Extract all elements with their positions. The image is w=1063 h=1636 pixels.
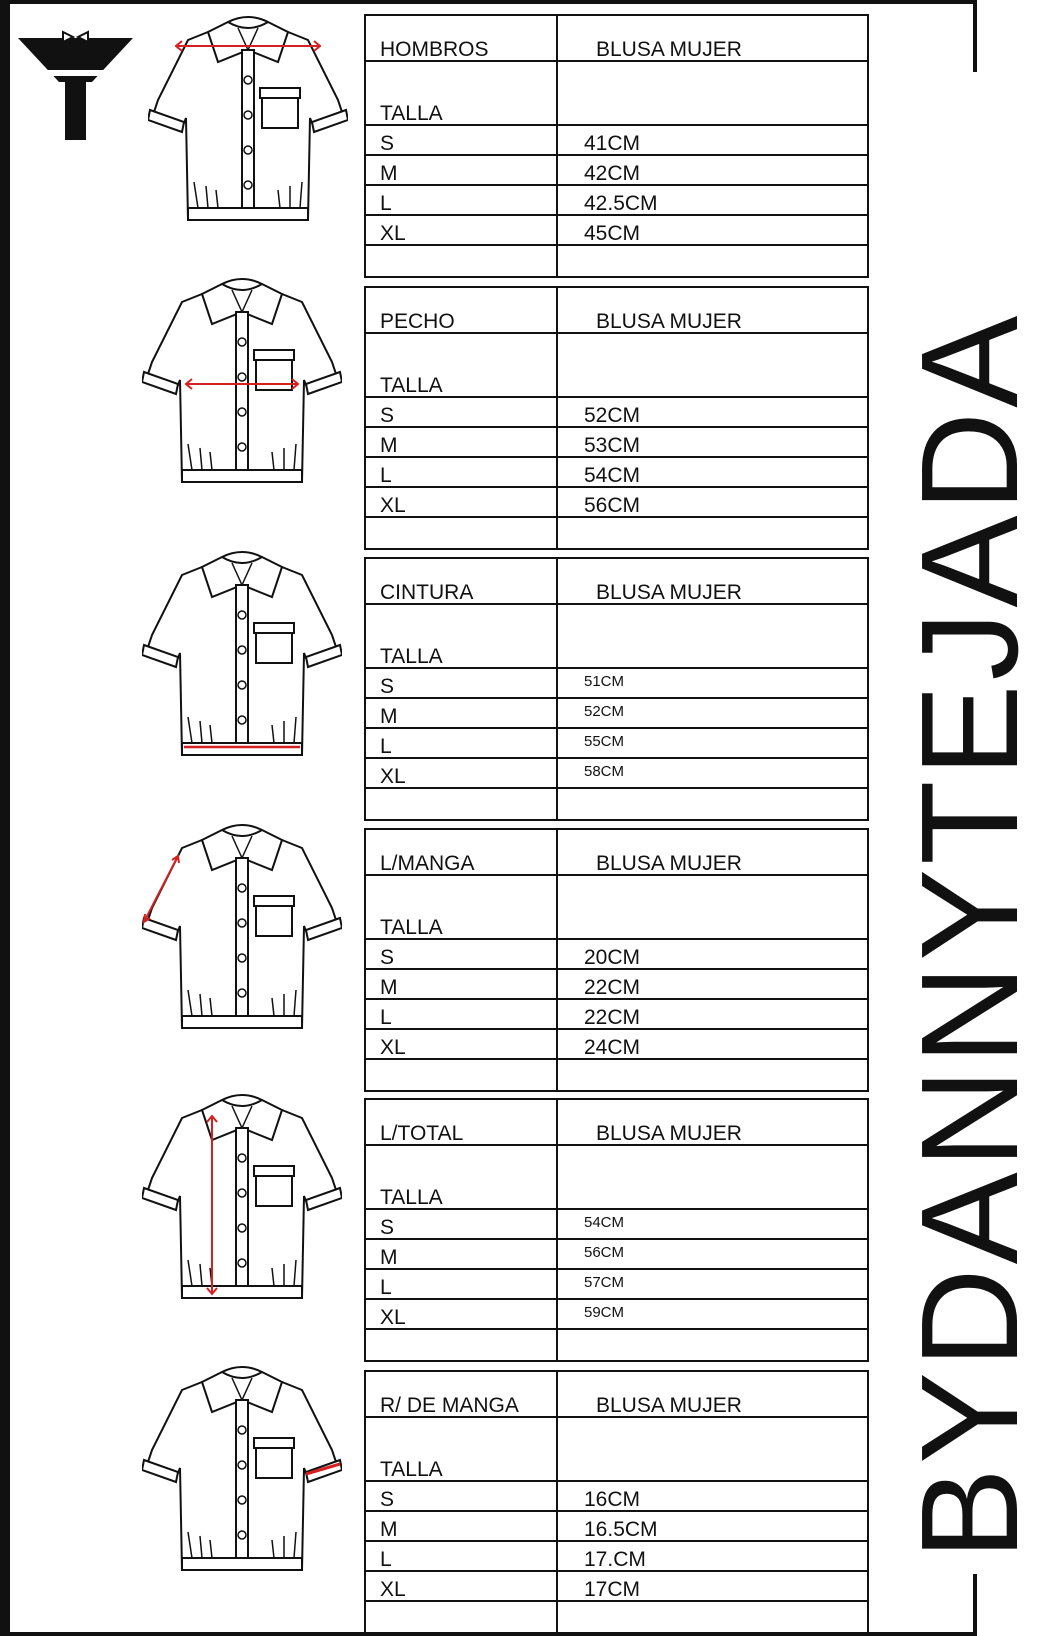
measure-value: 56CM	[584, 494, 641, 517]
measure-value: 57CM	[584, 1274, 625, 1291]
garment-label: BLUSA MUJER	[596, 1122, 742, 1145]
frame-top	[0, 0, 977, 4]
size-row	[366, 1210, 867, 1240]
measure-value: 22CM	[584, 1006, 641, 1029]
size-code: XL	[380, 765, 406, 788]
size-heading: TALLA	[380, 1458, 443, 1481]
size-label-row	[366, 334, 867, 398]
size-label-row	[366, 1146, 867, 1210]
blouse-waist-measure-icon	[142, 545, 342, 760]
empty-row	[366, 1602, 867, 1632]
size-label-row	[366, 62, 867, 126]
measure-value: 54CM	[584, 1214, 625, 1231]
size-heading: TALLA	[380, 374, 443, 397]
size-code: S	[380, 1216, 395, 1239]
size-code: XL	[380, 1036, 406, 1059]
garment-label: BLUSA MUJER	[596, 581, 742, 604]
size-row	[366, 488, 867, 518]
empty-row	[366, 789, 867, 819]
size-code: L	[380, 1006, 392, 1029]
size-row	[366, 1240, 867, 1270]
measure-name: PECHO	[380, 310, 455, 333]
size-row	[366, 1000, 867, 1030]
measure-header-row	[366, 1372, 867, 1418]
measure-value: 20CM	[584, 946, 641, 969]
measure-value: 22CM	[584, 976, 641, 999]
blouse-shoulder-measure-icon	[148, 10, 348, 225]
size-table	[364, 828, 869, 1092]
size-row	[366, 1482, 867, 1512]
measure-value: 51CM	[584, 673, 625, 690]
empty-row	[366, 246, 867, 276]
size-code: L	[380, 1276, 392, 1299]
blouse-sleeve-measure-icon	[142, 818, 342, 1033]
blouse-cuff-measure-icon	[142, 1360, 342, 1575]
measure-value: 42.5CM	[584, 192, 658, 215]
size-label-row	[366, 876, 867, 940]
garment-label: BLUSA MUJER	[596, 38, 742, 61]
measure-header-row	[366, 830, 867, 876]
size-row	[366, 1300, 867, 1330]
empty-row	[366, 518, 867, 548]
measure-value: 56CM	[584, 1244, 625, 1261]
size-code: XL	[380, 1306, 406, 1329]
size-code: L	[380, 464, 392, 487]
measure-value: 52CM	[584, 404, 641, 427]
size-row	[366, 1030, 867, 1060]
size-code: XL	[380, 222, 406, 245]
size-heading: TALLA	[380, 102, 443, 125]
measure-value: 41CM	[584, 132, 641, 155]
size-heading: TALLA	[380, 645, 443, 668]
size-row	[366, 156, 867, 186]
blouse-total-measure-icon	[142, 1088, 342, 1303]
size-heading: TALLA	[380, 1186, 443, 1209]
size-code: M	[380, 162, 398, 185]
size-code: XL	[380, 1578, 406, 1601]
garment-label: BLUSA MUJER	[596, 852, 742, 875]
size-row	[366, 970, 867, 1000]
measure-header-row	[366, 1100, 867, 1146]
size-row	[366, 1270, 867, 1300]
size-label-row	[366, 1418, 867, 1482]
measure-value: 54CM	[584, 464, 641, 487]
size-table	[364, 1098, 869, 1362]
frame-left	[0, 0, 10, 1636]
size-code: M	[380, 705, 398, 728]
measure-value: 16CM	[584, 1488, 641, 1511]
measure-value: 17.CM	[584, 1548, 646, 1571]
size-row	[366, 458, 867, 488]
size-row	[366, 940, 867, 970]
measure-name: CINTURA	[380, 581, 474, 604]
size-row	[366, 216, 867, 246]
size-row	[366, 186, 867, 216]
measure-value: 16.5CM	[584, 1518, 658, 1541]
measure-value: 59CM	[584, 1304, 625, 1321]
size-code: S	[380, 132, 395, 155]
measure-value: 58CM	[584, 763, 625, 780]
measure-value: 24CM	[584, 1036, 641, 1059]
size-row	[366, 699, 867, 729]
size-code: S	[380, 404, 395, 427]
measure-value: 17CM	[584, 1578, 641, 1601]
size-code: L	[380, 192, 392, 215]
measure-name: HOMBROS	[380, 38, 489, 61]
size-table	[364, 557, 869, 821]
blouse-chest-measure-icon	[142, 272, 342, 487]
size-code: L	[380, 735, 392, 758]
size-row	[366, 669, 867, 699]
brand-logo-icon	[18, 30, 133, 140]
frame-right-bottom	[973, 1574, 977, 1636]
size-code: L	[380, 1548, 392, 1571]
size-code: S	[380, 1488, 395, 1511]
size-table	[364, 14, 869, 278]
measure-header-row	[366, 16, 867, 62]
size-row	[366, 126, 867, 156]
measure-header-row	[366, 559, 867, 605]
size-code: M	[380, 1518, 398, 1541]
measure-value: 55CM	[584, 733, 625, 750]
size-code: S	[380, 946, 395, 969]
size-code: M	[380, 1246, 398, 1269]
brand-wordmark: BYDANNYTEJADA	[893, 311, 1047, 1560]
size-row	[366, 428, 867, 458]
measure-value: 42CM	[584, 162, 641, 185]
measure-value: 45CM	[584, 222, 641, 245]
garment-label: BLUSA MUJER	[596, 310, 742, 333]
empty-row	[366, 1060, 867, 1090]
size-row	[366, 398, 867, 428]
size-row	[366, 1512, 867, 1542]
size-table	[364, 286, 869, 550]
size-code: S	[380, 675, 395, 698]
measure-header-row	[366, 288, 867, 334]
garment-label: BLUSA MUJER	[596, 1394, 742, 1417]
measure-name: R/ DE MANGA	[380, 1394, 519, 1417]
measure-name: L/MANGA	[380, 852, 475, 875]
size-row	[366, 729, 867, 759]
size-table	[364, 1370, 869, 1634]
size-row	[366, 1542, 867, 1572]
measure-name: L/TOTAL	[380, 1122, 464, 1145]
size-code: XL	[380, 494, 406, 517]
size-code: M	[380, 434, 398, 457]
measure-value: 53CM	[584, 434, 641, 457]
size-code: M	[380, 976, 398, 999]
size-row	[366, 759, 867, 789]
measure-value: 52CM	[584, 703, 625, 720]
size-heading: TALLA	[380, 916, 443, 939]
size-label-row	[366, 605, 867, 669]
size-row	[366, 1572, 867, 1602]
empty-row	[366, 1330, 867, 1360]
